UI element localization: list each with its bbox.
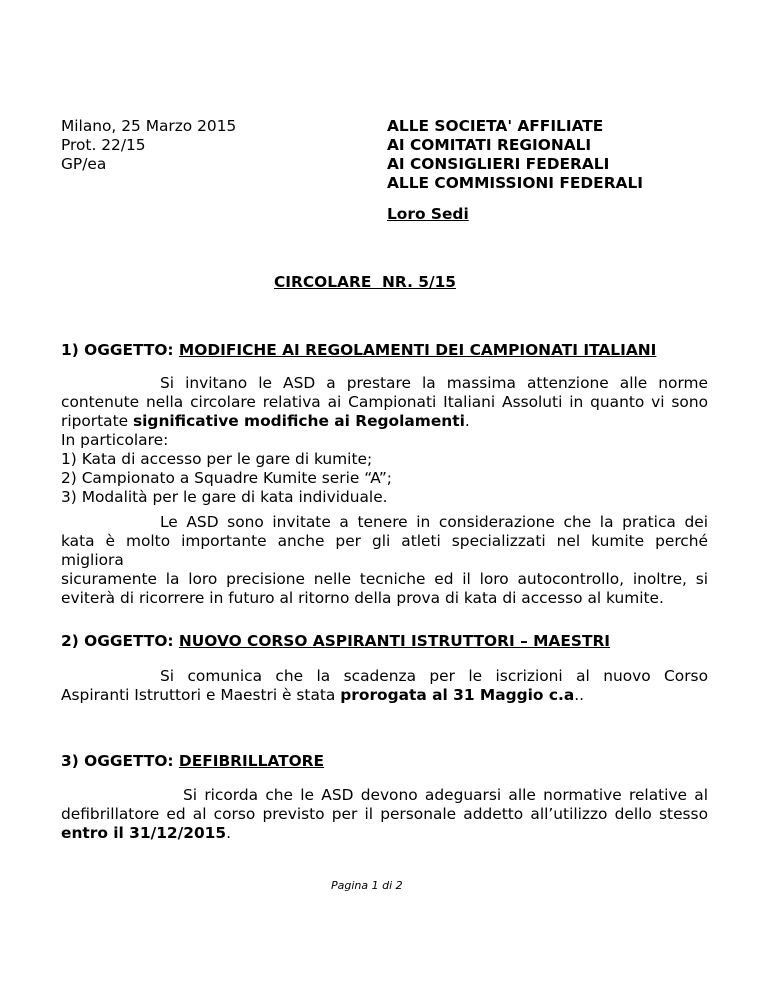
section-subject: MODIFICHE AI REGOLAMENTI DEI CAMPIONATI ITALIANI — [178, 341, 657, 359]
recipient-line: AI COMITATI REGIONALI — [387, 136, 592, 154]
section-3-body — [61, 786, 708, 843]
paragraph-line: Si invitano le ASD a prestare la massima attenzione alle norme — [160, 374, 708, 392]
paragraph-line: Le ASD sono invitate a tenere in considerazione che la pratica dei — [160, 513, 708, 531]
emphasis-text: significative modifiche ai Regolamenti — [132, 412, 465, 430]
emphasis-text: prorogata al 31 Maggio c.a — [340, 686, 575, 704]
place-date: Milano, 25 Marzo 2015 — [61, 117, 237, 135]
paragraph-line — [61, 686, 708, 705]
paragraph-line: kata è molto importante anche per gli atleti specializzati nel kumite perché migliora — [61, 532, 708, 569]
emphasis-text: entro il 31/12/2015 — [61, 824, 227, 842]
section-number: 2) — [61, 632, 79, 650]
list-item: 2) Campionato a Squadre Kumite serie “A”; — [61, 469, 392, 487]
paragraph-line — [61, 412, 708, 431]
list-item: 1) Kata di accesso per le gare di kumite; — [61, 450, 373, 468]
section-subject: DEFIBRILLATORE — [178, 752, 325, 770]
paragraph-line: contenute nella circolare relativa ai Campionati Italiani Assoluti in quanto vi sono — [61, 393, 708, 411]
paragraph-line: defibrillatore ed al corso previsto per il personale addetto all’utilizzo dello stesso — [61, 805, 708, 823]
paragraph-line: Si comunica che la scadenza per le iscrizioni al nuovo Corso — [160, 667, 708, 685]
section-subject: NUOVO CORSO ASPIRANTI ISTRUTTORI – MAESTRI — [178, 632, 611, 650]
text-run: . — [464, 412, 470, 430]
section-1-body — [61, 374, 708, 507]
circular-title: CIRCOLARE NR. 5/15 — [274, 273, 457, 291]
recipient-line: AI CONSIGLIERI FEDERALI — [387, 155, 610, 173]
paragraph-line: Si ricorda che le ASD devono adeguarsi alle normative relative al — [183, 786, 708, 804]
recipient-line: ALLE COMMISSIONI FEDERALI — [387, 174, 643, 192]
section-3-heading — [61, 752, 324, 771]
page-number: Pagina 1 di 2 — [331, 879, 403, 892]
author-initials: GP/ea — [61, 155, 107, 173]
text-run: .. — [574, 686, 585, 704]
section-label: OGGETTO: — [84, 341, 174, 359]
section-label: OGGETTO: — [84, 632, 174, 650]
paragraph-line — [61, 824, 708, 843]
text-run: Aspiranti Istruttori e Maestri è stata — [61, 686, 341, 704]
paragraph-line: eviterà di ricorrere in futuro al ritorno della prova di kata di accesso al kumite. — [61, 589, 664, 607]
loro-sedi: Loro Sedi — [387, 205, 469, 223]
recipients-block — [387, 117, 643, 193]
section-2-heading — [61, 632, 610, 651]
section-label: OGGETTO: — [84, 752, 174, 770]
text-run: . — [226, 824, 232, 842]
section-1-note — [61, 513, 708, 608]
text-run: riportate — [61, 412, 133, 430]
sender-block — [61, 117, 236, 174]
section-1-heading — [61, 341, 656, 360]
recipient-line: ALLE SOCIETA' AFFILIATE — [387, 117, 604, 135]
protocol-number: Prot. 22/15 — [61, 136, 146, 154]
section-2-body — [61, 667, 708, 705]
paragraph-line: sicuramente la loro precisione nelle tecniche ed il loro autocontrollo, inoltre, si — [61, 570, 708, 588]
section-number: 3) — [61, 752, 79, 770]
list-intro: In particolare: — [61, 431, 169, 449]
section-number: 1) — [61, 341, 79, 359]
list-item: 3) Modalità per le gare di kata individuale. — [61, 488, 388, 506]
